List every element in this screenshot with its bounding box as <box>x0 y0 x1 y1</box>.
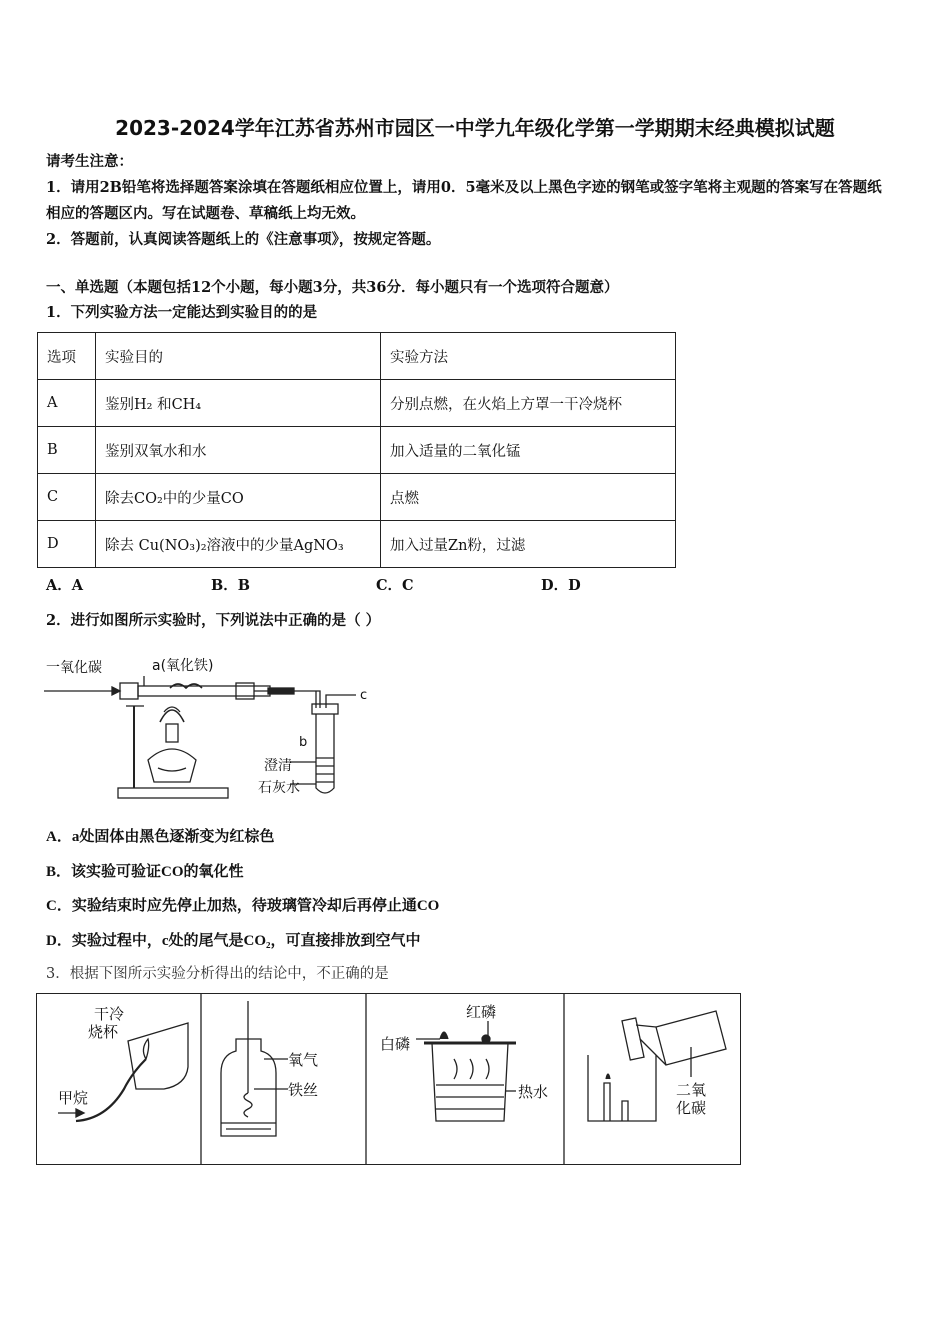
table-cell: C <box>38 474 96 521</box>
table-header-cell: 选项 <box>38 333 96 380</box>
label-oxygen: 氧气 <box>288 1051 319 1069</box>
table-cell: A <box>38 380 96 427</box>
label-methane: 甲烷 <box>58 1089 89 1107</box>
q2-stem: 2．进行如图所示实验时，下列说法中正确的是（ ） <box>46 612 381 629</box>
table-cell: 除去CO₂中的少量CO <box>96 474 381 521</box>
table-row <box>38 521 676 568</box>
q2-option-c: C．实验结束时应先停止加热，待玻璃管冷却后再停止通CO <box>46 898 440 914</box>
notice-heading: 请考生注意： <box>46 153 133 170</box>
q1-option-c: C．C <box>376 577 414 594</box>
label-hot-water: 热水 <box>518 1083 549 1101</box>
label-b: b <box>299 735 308 750</box>
table-cell: 加入过量Zn粉，过滤 <box>381 521 676 568</box>
table-row <box>38 474 676 521</box>
label-red-phosphorus: 红磷 <box>466 1003 497 1021</box>
q3-stem: 3．根据下图所示实验分析得出的结论中，不正确的是 <box>46 966 389 982</box>
label-dry-1: 干冷 <box>94 1005 125 1023</box>
section-heading: 一、单选题（本题包括12个小题，每小题3分，共36分．每小题只有一个选项符合题意） <box>46 279 619 296</box>
q2-apparatus-figure <box>40 648 380 804</box>
q1-option-b: B．B <box>211 577 251 594</box>
q2-option-a: A．a处固体由黑色逐渐变为红棕色 <box>46 829 275 845</box>
label-limewater-1: 澄清 <box>264 758 292 774</box>
q2-option-d: D．实验过程中，c处的尾气是CO₂，可直接排放到空气中 <box>46 933 421 949</box>
q1-stem: 1．下列实验方法一定能达到实验目的的是 <box>46 304 318 321</box>
table-cell: 鉴别双氧水和水 <box>96 427 381 474</box>
table-cell: B <box>38 427 96 474</box>
label-co2-2: 化碳 <box>676 1099 707 1117</box>
table-cell: 点燃 <box>381 474 676 521</box>
label-co2-1: 二氧 <box>676 1081 707 1099</box>
table-cell: 鉴别H₂ 和CH₄ <box>96 380 381 427</box>
notice-item-2: 2．答题前，认真阅读答题纸上的《注意事项》，按规定答题。 <box>46 231 441 248</box>
q1-table <box>37 332 676 568</box>
label-limewater-2: 石灰水 <box>258 780 300 796</box>
table-header-row <box>38 333 676 380</box>
q3-figure <box>36 993 741 1165</box>
q3-figure-svg <box>36 993 741 1165</box>
exam-title: 2023-2024学年江苏省苏州市园区一中学九年级化学第一学期期末经典模拟试题 <box>115 116 835 140</box>
q1-option-d: D．D <box>541 577 581 594</box>
label-dry-2: 烧杯 <box>88 1023 119 1041</box>
q1-option-a: A．A <box>46 577 84 594</box>
label-co: 一氧化碳 <box>46 660 102 676</box>
table-row <box>38 427 676 474</box>
table-cell: 除去 Cu(NO₃)₂溶液中的少量AgNO₃ <box>96 521 381 568</box>
table-header-cell: 实验目的 <box>96 333 381 380</box>
table-cell: 分别点燃，在火焰上方罩一干冷烧杯 <box>381 380 676 427</box>
label-white-phosphorus: 白磷 <box>380 1035 411 1053</box>
table-header-cell: 实验方法 <box>381 333 676 380</box>
table-cell: 加入适量的二氧化锰 <box>381 427 676 474</box>
label-iron: 铁丝 <box>288 1081 319 1099</box>
table-cell: D <box>38 521 96 568</box>
q2-option-b: B．该实验可验证CO的氧化性 <box>46 864 244 880</box>
table-row <box>38 380 676 427</box>
label-c: c <box>360 688 368 703</box>
notice-item-1: 1．请用2B铅笔将选择题答案涂填在答题纸相应位置上，请用0．5毫米及以上黑色字迹的钢笔或签字笔将主观题的答案写在答题纸相应的答题区内。写在试题卷、草稿纸上均无效。 <box>46 179 882 222</box>
label-a: a(氧化铁) <box>152 658 214 674</box>
